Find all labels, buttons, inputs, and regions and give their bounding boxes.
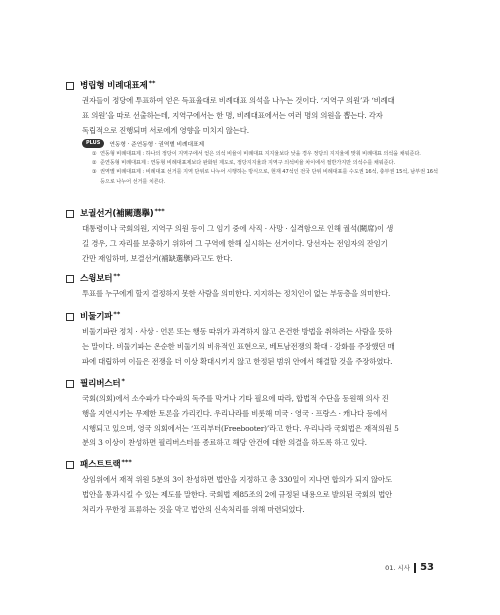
body-line: 권자들이 정당에 투표하여 얻은 득표율대로 비례대표 의석을 나누는 것이다. ‘지역구 의원’과 ‘비례대 — [82, 96, 395, 105]
body-line: 행을 지연시키는 무제한 토론을 가리킨다. 우리나라를 비롯해 미국 · 영국 · 프랑스 · 캐나다 등에서 — [82, 408, 388, 418]
section-body — [82, 287, 442, 302]
section-title: 패스트트랙 — [80, 460, 121, 470]
body-line: 상임위에서 재적 위원 5분의 3이 찬성하면 법안을 지정하고 총 330일이 지나면 합의가 되지 않아도 — [82, 475, 392, 484]
importance-stars: ** — [113, 310, 121, 318]
footer-divider — [414, 563, 416, 573]
page-number: 53 — [420, 562, 434, 573]
plus-list — [82, 150, 442, 187]
section-heading — [66, 458, 444, 472]
section-heading — [66, 207, 444, 221]
section-body — [82, 392, 442, 451]
body-line: 간만 재임하며, 보결선거(補缺選擧)라고도 한다. — [82, 253, 233, 263]
plus-list-item — [92, 159, 442, 168]
section-title: 보궐선거(補闕選擧) — [80, 209, 154, 219]
plus-badge: PLUS — [82, 139, 104, 148]
plus-item-number: ③ — [92, 169, 97, 176]
plus-note — [82, 137, 442, 187]
plus-item-text: 권역별 비례대표제 : 비례대표 선거를 지역 단위로 나누어 시행하는 방식으로, 현재 47석인 전국 단위 비례대표를 수도권 16석, 충부권 15석, 남부권 16석 등으로 나누어 선거를 치른다. — [100, 169, 438, 185]
section-heading — [66, 79, 444, 93]
section-heading — [66, 272, 444, 286]
plus-title: 연동형 · 준연동형 · 권역별 비례대표제 — [109, 141, 205, 148]
section-body — [82, 473, 442, 517]
plus-list-item — [92, 150, 442, 159]
section-body — [82, 325, 442, 369]
section-title: 병립형 비례대표제 — [80, 81, 148, 91]
section-heading — [66, 377, 444, 391]
section-title: 필리버스터 — [80, 379, 121, 389]
body-line: 법안을 통과시킬 수 있는 제도를 말한다. 국회법 제85조의 2에 규정된 내용으로 발의된 국회의 법안 — [82, 489, 393, 499]
section-title: 스윙보터 — [80, 274, 113, 284]
chapter-label: 01. 시사 — [385, 564, 411, 572]
body-line: 국회(의회)에서 소수파가 다수파의 독주를 막거나 기타 필요에 따라, 합법적 수단을 동원해 의사 진 — [82, 394, 389, 403]
checkbox-icon — [66, 82, 74, 90]
body-line: 길 경우, 그 자리를 보충하기 위하여 그 구역에 한해 실시하는 선거이다. 당선자는 전임자의 잔임기 — [82, 238, 388, 248]
page-footer — [385, 562, 434, 573]
importance-stars: ** — [148, 79, 156, 87]
body-line: 비둘기파란 정치 · 사상 · 언론 또는 행동 따위가 과격하지 않고 온건한 방법을 취하려는 사람을 뜻하 — [82, 327, 392, 336]
checkbox-icon — [66, 313, 74, 321]
body-line: 독립적으로 진행되며 서로에게 영향을 미치지 않는다. — [82, 125, 249, 135]
body-line: 시행되고 있으며, 영국 의회에서는 ‘프리부터(Freebooter)’라고 한다. 우리나라 국회법은 재적의원 5 — [82, 423, 399, 433]
body-line: 투표를 누구에게 할지 결정하지 못한 사람을 의미한다. 지지하는 정치인이 없는 부동층을 의미한다. — [82, 289, 391, 298]
checkbox-icon — [66, 461, 74, 469]
section-heading — [66, 310, 444, 324]
importance-stars: * — [121, 377, 125, 385]
plus-header — [82, 137, 442, 149]
checkbox-icon — [66, 380, 74, 388]
importance-stars: ** — [113, 272, 121, 280]
body-line: 대통령이나 국회의원, 지역구 의원 등이 그 임기 중에 사직 · 사망 · 실격함으로 인해 궐석(闕席)이 생 — [82, 224, 394, 233]
section-body — [82, 222, 442, 266]
body-line: 는 말이다. 비둘기파는 온순한 비둘기의 비유적인 표현으로, 베트남전쟁의 확대 · 강화를 주장했던 매 — [82, 341, 395, 351]
importance-stars: *** — [154, 207, 165, 215]
importance-stars: *** — [121, 458, 132, 466]
body-line: 표 의원’을 따로 선출하는데, 지역구에서는 한 명, 비례대표에서는 여러 명의 의원을 뽑는다. 각자 — [82, 110, 383, 120]
plus-item-text: 준연동형 비례대표제 : 연동형 비례대표제보다 완화된 제도로, 정당지지율과 지역구 의석비율 차이에서 절반가지만 의석수를 채워준다. — [100, 160, 395, 167]
plus-item-number: ② — [92, 160, 97, 167]
checkbox-icon — [66, 210, 74, 218]
plus-item-text: 연동형 비례대표제 : 하나의 정당이 지역구에서 얻은 의석 비율이 비례대표 지지율보다 낮을 경우 정당의 지지율에 맞춰 비례대표 의석을 채워준다. — [100, 151, 421, 157]
checkbox-icon — [66, 275, 74, 283]
body-line: 처리가 무한정 표류하는 것을 막고 법안의 신속처리를 위해 마련되었다. — [82, 504, 305, 514]
plus-list-item — [92, 168, 442, 186]
plus-item-number: ① — [92, 151, 97, 157]
section-title: 비둘기파 — [80, 312, 113, 322]
body-line: 파에 대립하여 이들은 전쟁을 더 이상 확대시키지 않고 한정된 범위 안에서 해결할 것을 주장하였다. — [82, 356, 393, 366]
body-line: 분의 3 이상이 찬성하면 필리버스터를 종료하고 해당 안건에 대한 의결을 하도록 하고 있다. — [82, 438, 367, 448]
section-body — [82, 94, 442, 138]
